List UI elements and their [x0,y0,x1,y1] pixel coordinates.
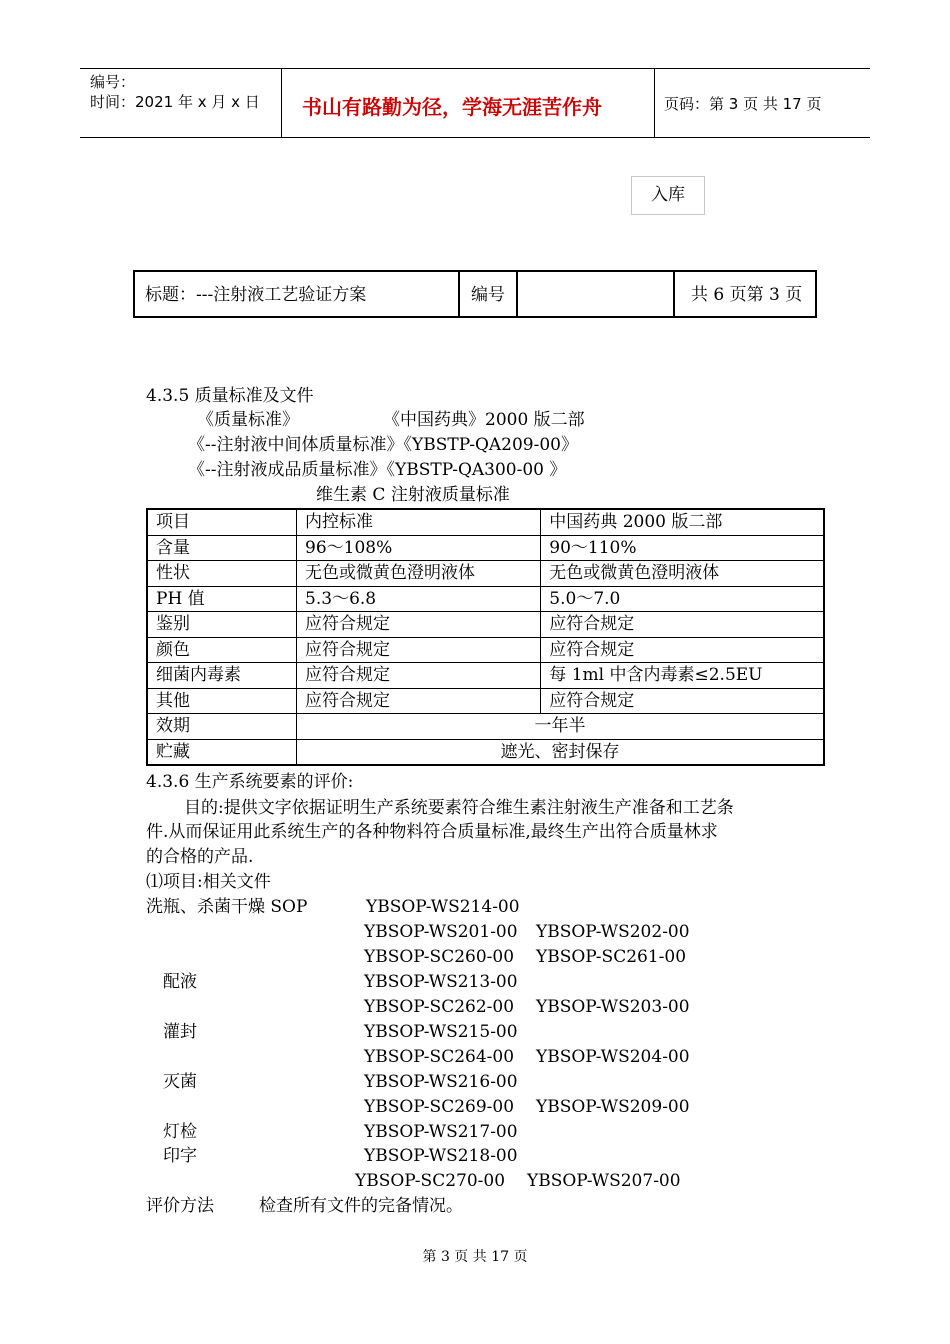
table-cell: 应符合规定 [297,637,541,663]
header-cell: 内控标准 [297,509,541,535]
table-cell: 细菌内毒素 [147,663,297,689]
process-label: 印字 [163,1146,197,1166]
table-cell: 性状 [147,561,297,587]
table-cell: 无色或微黄色澄明液体 [541,561,824,587]
sop-code: YBSOP-SC261-00 [536,947,687,967]
sop-code: YBSOP-WS214-00 [366,897,520,917]
table-row [147,586,824,612]
table-caption: 维生素 C 注射液质量标准 [316,485,510,505]
header-divider [654,69,655,137]
table-cell: 每 1ml 中含内毒素≤2.5EU [541,663,824,689]
sop-code: YBSOP-SC260-00 [364,947,515,967]
title-table [133,270,817,318]
section-heading: 4.3.6 生产系统要素的评价: [146,772,354,792]
evaluation-label: 评价方法 [146,1196,214,1216]
process-label: 灌封 [163,1022,197,1042]
header-meta [90,72,260,112]
sop-code: YBSOP-SC264-00 [364,1047,515,1067]
header-divider [281,69,282,137]
header-cell: 项目 [147,509,297,535]
table-row [147,612,824,638]
code-label: 编号 [471,285,505,305]
doc-reference: 《--注射液成品质量标准》《YBSTP-QA300-00 》 [188,460,567,480]
table-cell: 贮藏 [147,739,297,765]
table-row [147,561,824,587]
table-cell: 应符合规定 [541,612,824,638]
doc-reference: 《质量标准》 [197,410,299,430]
sop-code: YBSOP-WS201-00 [364,922,518,942]
table-cell: 颜色 [147,637,297,663]
page-footer: 第 3 页 共 17 页 [422,1249,528,1265]
process-label: 灯检 [163,1122,197,1142]
title-page-count: 共 6 页第 3 页 [691,285,803,305]
paragraph-line: 的合格的产品. [146,847,254,867]
table-cell: 一年半 [297,714,824,740]
title-table-divider [516,272,518,316]
table-cell: 其他 [147,688,297,714]
table-cell: 5.0～7.0 [541,586,824,612]
table-row [147,637,824,663]
table-cell: 无色或微黄色澄明液体 [297,561,541,587]
table-cell: 应符合规定 [297,688,541,714]
sop-code: YBSOP-WS216-00 [364,1072,518,1092]
sop-code: YBSOP-WS213-00 [364,972,518,992]
time-label: 时间：2021 年 x 月 x 日 [90,93,260,111]
process-label: 配液 [163,972,197,992]
table-row [147,663,824,689]
sop-code: YBSOP-WS217-00 [364,1122,518,1142]
document-header [80,68,870,138]
evaluation-text: 检查所有文件的完备情况。 [259,1196,463,1216]
sop-code: YBSOP-WS207-00 [527,1171,681,1191]
sop-code: YBSOP-SC270-00 [355,1171,506,1191]
table-cell: 5.3～6.8 [297,586,541,612]
title-table-divider [673,272,675,316]
header-page-number: 页码：第 3 页 共 17 页 [664,95,822,113]
table-row [147,714,824,740]
sop-code: YBSOP-WS209-00 [536,1097,690,1117]
table-header-row [147,509,824,535]
table-cell: 90～110% [541,535,824,561]
code-label: 编号： [90,73,136,91]
table-cell: 效期 [147,714,297,740]
table-cell: PH 值 [147,586,297,612]
title-table-divider [458,272,460,316]
header-motto: 书山有路勤为径，学海无涯苦作舟 [302,95,602,119]
sop-code: YBSOP-WS215-00 [364,1022,518,1042]
sop-code: YBSOP-WS202-00 [536,922,690,942]
process-label: 洗瓶、杀菌干燥 SOP [146,897,308,917]
table-cell: 含量 [147,535,297,561]
table-row [147,688,824,714]
table-row [147,739,824,765]
header-cell: 中国药典 2000 版二部 [541,509,824,535]
table-row [147,535,824,561]
sop-code: YBSOP-WS204-00 [536,1047,690,1067]
table-cell: 应符合规定 [297,612,541,638]
stock-in-box: 入库 [631,176,705,215]
sop-code: YBSOP-SC269-00 [364,1097,515,1117]
table-cell: 鉴别 [147,612,297,638]
section-heading: 4.3.5 质量标准及文件 [146,386,314,406]
quality-standard-table [146,508,825,766]
doc-reference: 《--注射液中间体质量标准》《YBSTP-QA209-00》 [188,435,578,455]
sop-code: YBSOP-WS203-00 [536,997,690,1017]
table-cell: 遮光、密封保存 [297,739,824,765]
process-label: 灭菌 [163,1072,197,1092]
sop-code: YBSOP-SC262-00 [364,997,515,1017]
table-cell: 应符合规定 [541,637,824,663]
item-heading: ⑴项目:相关文件 [146,872,271,892]
paragraph-line: 目的:提供文字依据证明生产系统要素符合维生素注射液生产准备和工艺条 [184,798,734,818]
document-title: 标题：---注射液工艺验证方案 [145,285,367,305]
table-cell: 应符合规定 [297,663,541,689]
sop-code: YBSOP-WS218-00 [364,1146,518,1166]
table-cell: 应符合规定 [541,688,824,714]
doc-reference: 《中国药典》2000 版二部 [383,410,585,430]
table-cell: 96～108% [297,535,541,561]
paragraph-line: 件.从而保证用此系统生产的各种物料符合质量标准,最终生产出符合质量林求 [146,822,718,842]
